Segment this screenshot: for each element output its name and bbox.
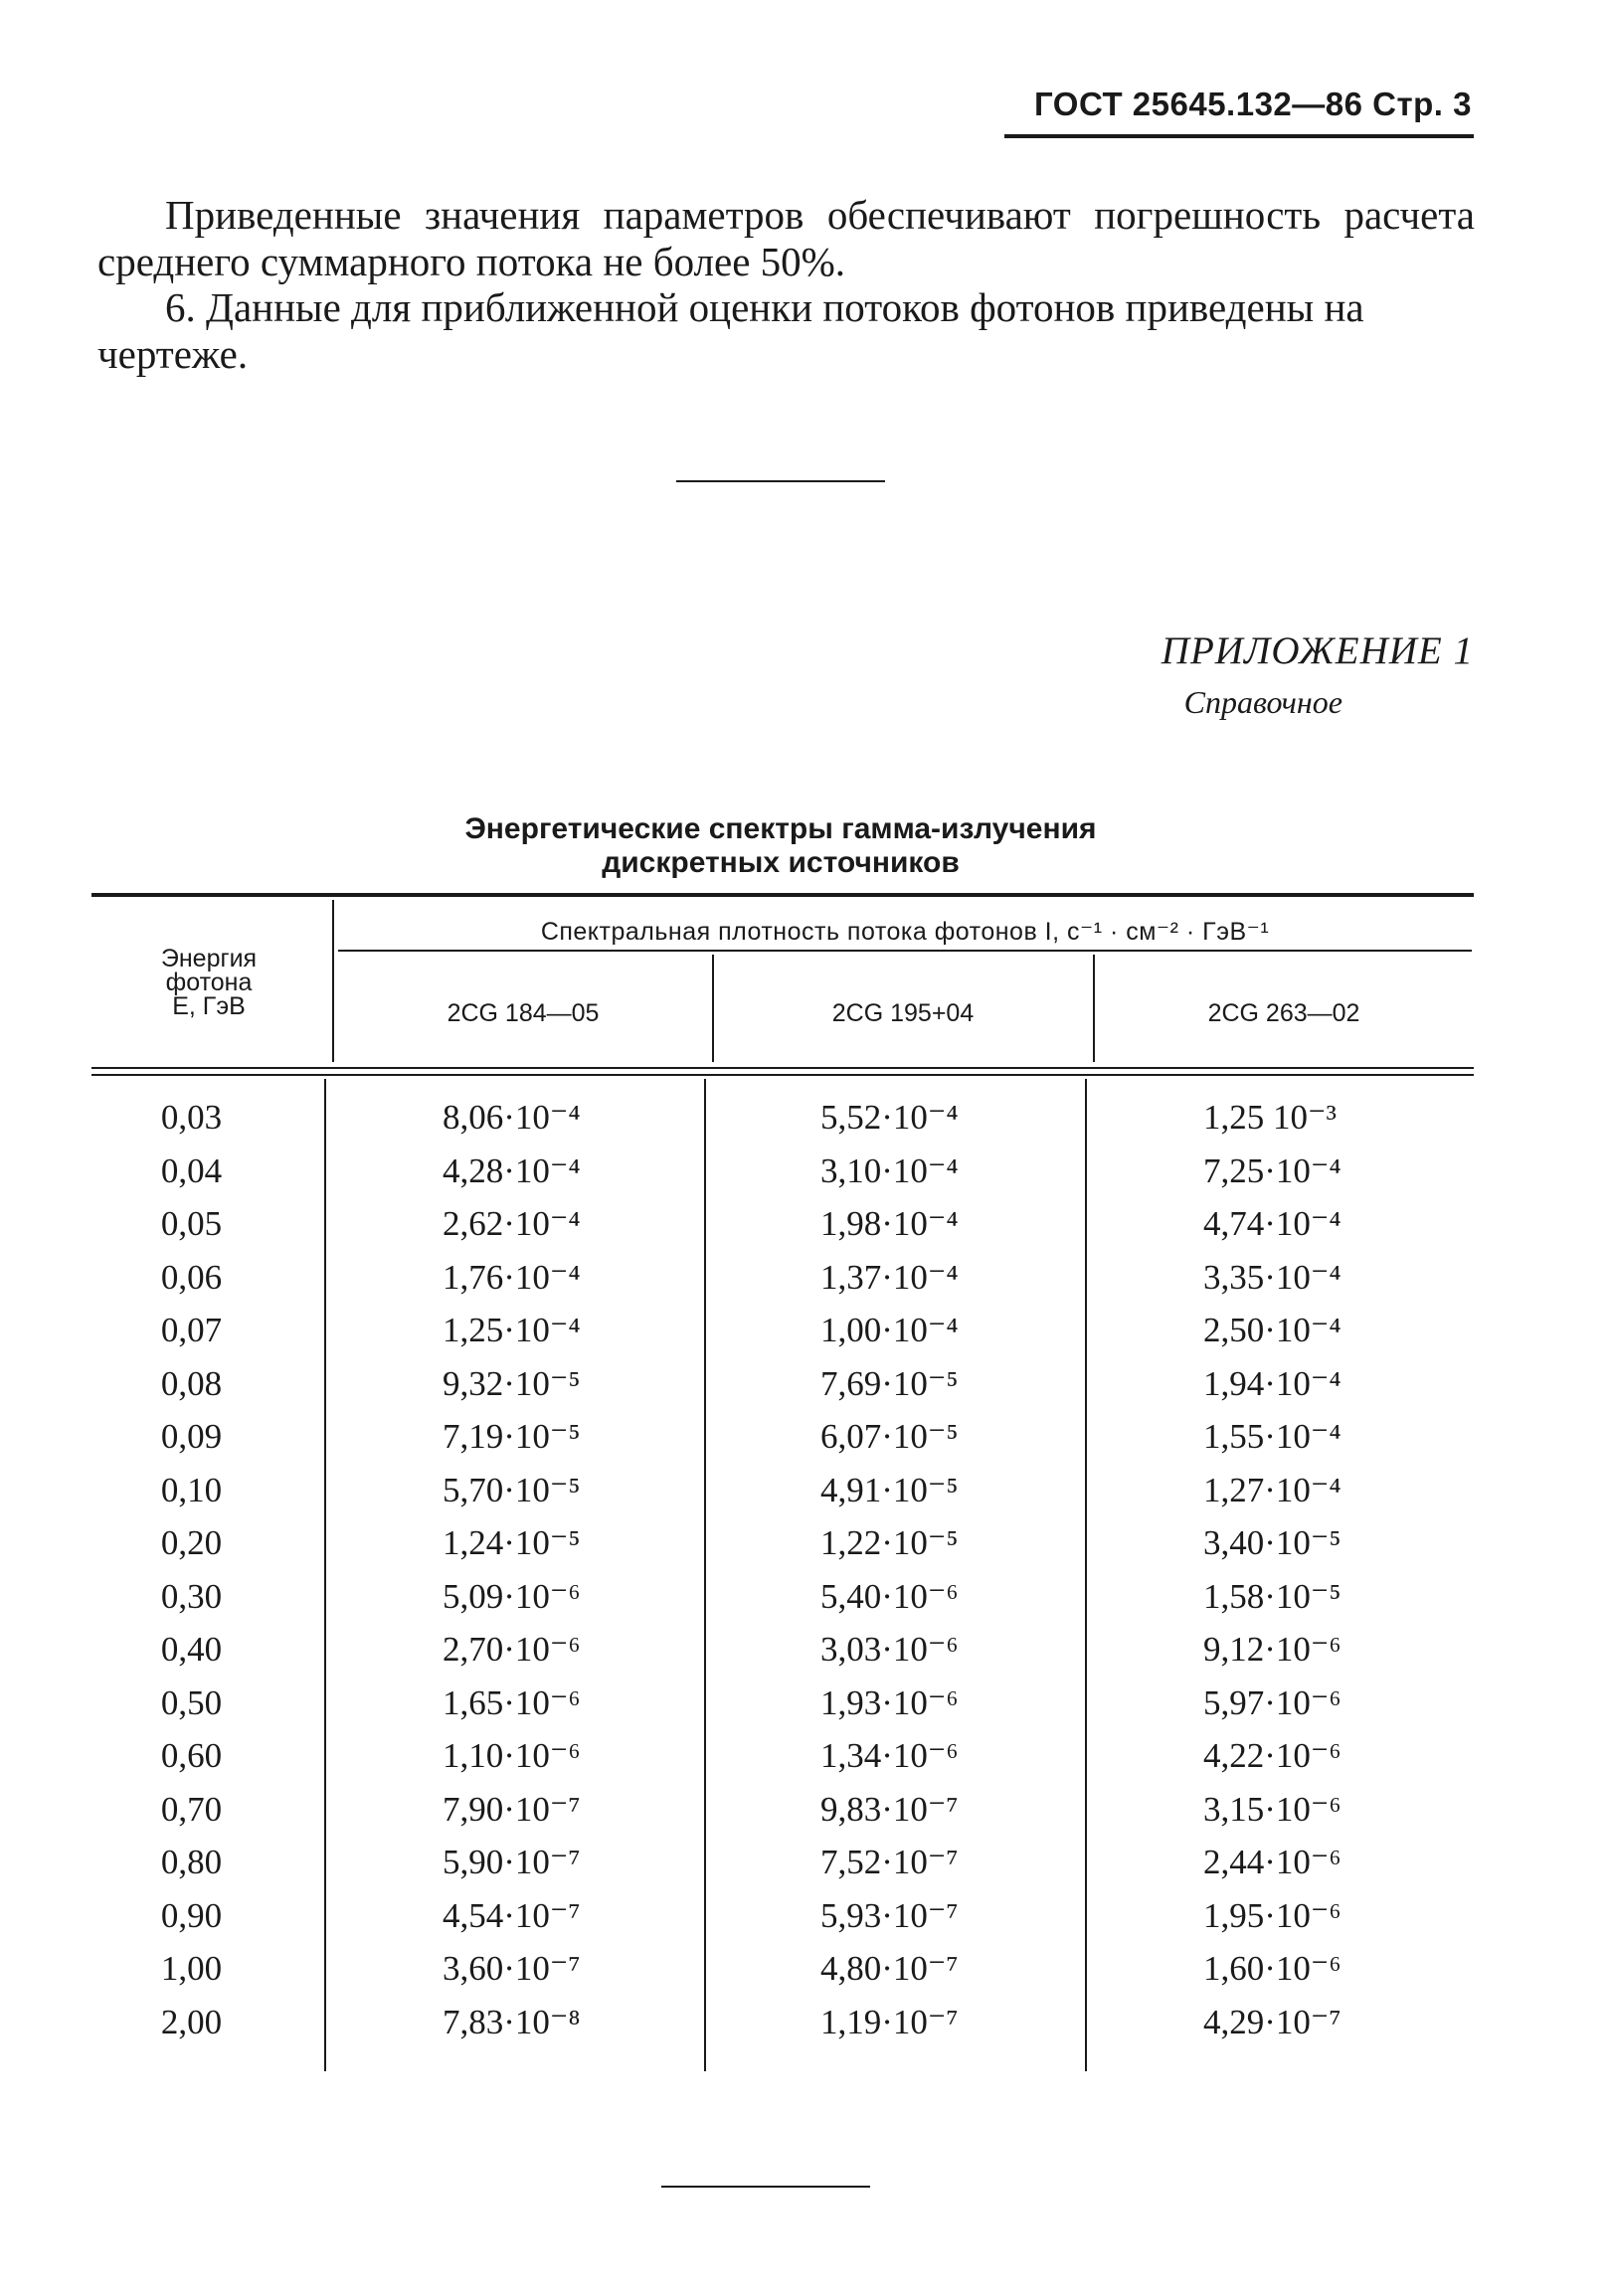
value-cell-1: 2,62·10⁻⁴ xyxy=(443,1204,581,1243)
energy-cell: 0,20 xyxy=(160,1523,223,1562)
value-cell-1: 7,19·10⁻⁵ xyxy=(443,1417,581,1456)
value-cell-3: 1,95·10⁻⁶ xyxy=(1203,1895,1342,1935)
energy-cell: 0,08 xyxy=(160,1363,223,1403)
table-row xyxy=(89,1784,1482,1838)
value-cell-3: 2,50·10⁻⁴ xyxy=(1203,1311,1342,1349)
value-cell-3: 4,74·10⁻⁴ xyxy=(1203,1204,1342,1243)
value-cell-1: 7,90·10⁻⁷ xyxy=(443,1789,581,1829)
value-cell-1: 2,70·10⁻⁶ xyxy=(443,1630,581,1669)
value-cell-3: 1,58·10⁻⁵ xyxy=(1203,1576,1342,1616)
value-cell-2: 1,37·10⁻⁴ xyxy=(820,1257,959,1297)
value-cell-3: 1,25 10⁻³ xyxy=(1203,1098,1337,1137)
table-row xyxy=(89,1624,1482,1678)
table-row xyxy=(89,1092,1482,1146)
table-row xyxy=(89,1890,1482,1944)
table-title-line2: дискретных источников xyxy=(602,846,960,879)
table-title-line1: Энергетические спектры гамма-излучения xyxy=(464,812,1097,845)
energy-cell: 0,60 xyxy=(160,1736,223,1775)
value-cell-3: 1,94·10⁻⁴ xyxy=(1203,1363,1342,1403)
energy-cell: 0,70 xyxy=(160,1789,223,1829)
value-cell-1: 5,70·10⁻⁵ xyxy=(443,1470,581,1509)
value-cell-1: 1,76·10⁻⁴ xyxy=(443,1257,581,1297)
energy-cell: 0,10 xyxy=(160,1470,223,1509)
end-separator xyxy=(661,2186,870,2188)
energy-cell: 0,30 xyxy=(160,1576,223,1616)
page-header: ГОСТ 25645.132—86 Стр. 3 xyxy=(1034,86,1472,122)
energy-cell: 0,04 xyxy=(160,1150,223,1190)
value-cell-3: 9,12·10⁻⁶ xyxy=(1203,1630,1342,1669)
value-cell-2: 1,93·10⁻⁶ xyxy=(820,1682,959,1722)
table-row xyxy=(89,1943,1482,1997)
paragraph-item-6: 6. Данные для приближенной оценки потоков фотонов приведены на чертеже. xyxy=(97,284,1364,377)
value-cell-3: 4,29·10⁻⁷ xyxy=(1203,2002,1342,2041)
energy-header-line2: фотона xyxy=(165,969,253,996)
energy-cell: 0,07 xyxy=(160,1311,223,1349)
value-cell-3: 3,40·10⁻⁵ xyxy=(1203,1523,1342,1562)
table-row xyxy=(89,1146,1482,1199)
value-cell-2: 1,00·10⁻⁴ xyxy=(820,1311,959,1349)
value-cell-1: 1,65·10⁻⁶ xyxy=(443,1682,581,1722)
energy-cell: 0,06 xyxy=(160,1257,223,1297)
table-row xyxy=(89,1358,1482,1412)
header-rule xyxy=(1004,134,1474,138)
header-divider-col1 xyxy=(712,955,714,1062)
header-bottom-rule-2 xyxy=(91,1074,1474,1076)
value-cell-1: 7,83·10⁻⁸ xyxy=(443,2002,581,2041)
value-cell-1: 4,54·10⁻⁷ xyxy=(443,1895,581,1935)
source-header-1: 2CG 184—05 xyxy=(447,999,600,1027)
table-row xyxy=(89,1997,1482,2050)
value-cell-2: 1,34·10⁻⁶ xyxy=(820,1736,959,1775)
table-row xyxy=(89,1517,1482,1571)
value-cell-2: 6,07·10⁻⁵ xyxy=(820,1417,959,1456)
value-cell-3: 1,55·10⁻⁴ xyxy=(1203,1417,1342,1456)
energy-cell: 0,05 xyxy=(160,1204,223,1243)
table-row xyxy=(89,1305,1482,1358)
value-cell-2: 4,80·10⁻⁷ xyxy=(820,1949,959,1988)
table-row xyxy=(89,1571,1482,1625)
value-cell-1: 1,10·10⁻⁶ xyxy=(443,1736,581,1775)
table-body xyxy=(89,1092,1482,2049)
appendix-title: ПРИЛОЖЕНИЕ 1 xyxy=(1161,629,1474,672)
section-separator xyxy=(676,480,885,482)
energy-cell: 2,00 xyxy=(160,2002,223,2041)
value-cell-3: 4,22·10⁻⁶ xyxy=(1203,1736,1342,1775)
paragraph-accuracy: Приведенные значения параметров обеспечивают погрешность расчета среднего суммарного потока не более 50%. xyxy=(97,192,1475,284)
value-cell-2: 7,69·10⁻⁵ xyxy=(820,1363,959,1403)
energy-cell: 1,00 xyxy=(160,1949,223,1988)
table-row xyxy=(89,1411,1482,1465)
table-row xyxy=(89,1837,1482,1890)
value-cell-2: 1,22·10⁻⁵ xyxy=(820,1523,959,1562)
group-header-rule xyxy=(338,950,1472,952)
value-cell-1: 5,09·10⁻⁶ xyxy=(443,1576,581,1616)
value-cell-3: 7,25·10⁻⁴ xyxy=(1203,1150,1342,1190)
appendix-subtitle: Справочное xyxy=(1183,684,1342,720)
energy-cell: 0,90 xyxy=(160,1895,223,1935)
table-row xyxy=(89,1465,1482,1518)
energy-cell: 0,50 xyxy=(160,1682,223,1722)
table-top-rule xyxy=(91,893,1474,897)
value-cell-2: 3,03·10⁻⁶ xyxy=(820,1630,959,1669)
value-cell-3: 1,60·10⁻⁶ xyxy=(1203,1949,1342,1988)
header-divider-col0 xyxy=(332,900,334,1062)
energy-cell: 0,80 xyxy=(160,1843,223,1881)
value-cell-3: 3,35·10⁻⁴ xyxy=(1203,1257,1342,1297)
energy-cell: 0,03 xyxy=(160,1098,223,1137)
value-cell-3: 5,97·10⁻⁶ xyxy=(1203,1682,1342,1722)
value-cell-1: 1,25·10⁻⁴ xyxy=(443,1311,581,1349)
value-cell-2: 1,98·10⁻⁴ xyxy=(820,1204,959,1243)
source-header-3: 2CG 263—02 xyxy=(1207,999,1360,1027)
energy-header-line3: E, ГэВ xyxy=(172,992,246,1020)
table-row xyxy=(89,1252,1482,1306)
value-cell-2: 5,40·10⁻⁶ xyxy=(820,1576,959,1616)
value-cell-3: 3,15·10⁻⁶ xyxy=(1203,1789,1342,1829)
energy-header-line1: Энергия xyxy=(160,945,258,972)
value-cell-1: 8,06·10⁻⁴ xyxy=(443,1098,581,1137)
value-cell-2: 1,19·10⁻⁷ xyxy=(820,2002,959,2041)
table-row xyxy=(89,1678,1482,1731)
source-header-2: 2CG 195+04 xyxy=(831,999,975,1027)
value-cell-1: 3,60·10⁻⁷ xyxy=(443,1949,581,1988)
table-row xyxy=(89,1198,1482,1252)
value-cell-2: 9,83·10⁻⁷ xyxy=(820,1789,959,1829)
energy-cell: 0,09 xyxy=(160,1417,223,1456)
energy-column-header xyxy=(94,947,323,1018)
header-bottom-rule-1 xyxy=(91,1067,1474,1069)
value-cell-2: 5,52·10⁻⁴ xyxy=(820,1098,959,1137)
energy-cell: 0,40 xyxy=(160,1630,223,1669)
table-row xyxy=(89,1730,1482,1784)
value-cell-1: 5,90·10⁻⁷ xyxy=(443,1843,581,1881)
value-cell-2: 5,93·10⁻⁷ xyxy=(820,1895,959,1935)
value-cell-2: 7,52·10⁻⁷ xyxy=(820,1843,959,1881)
header-divider-col2 xyxy=(1093,955,1095,1062)
value-cell-1: 9,32·10⁻⁵ xyxy=(443,1363,581,1403)
value-cell-1: 1,24·10⁻⁵ xyxy=(443,1523,581,1562)
value-cell-3: 1,27·10⁻⁴ xyxy=(1203,1470,1342,1509)
value-cell-2: 4,91·10⁻⁵ xyxy=(820,1470,959,1509)
value-cell-2: 3,10·10⁻⁴ xyxy=(820,1150,959,1190)
spectral-density-header: Спектральная плотность потока фотонов I, с⁻¹ · см⁻² · ГэВ⁻¹ xyxy=(540,918,1270,946)
value-cell-3: 2,44·10⁻⁶ xyxy=(1203,1843,1342,1881)
value-cell-1: 4,28·10⁻⁴ xyxy=(443,1150,581,1190)
